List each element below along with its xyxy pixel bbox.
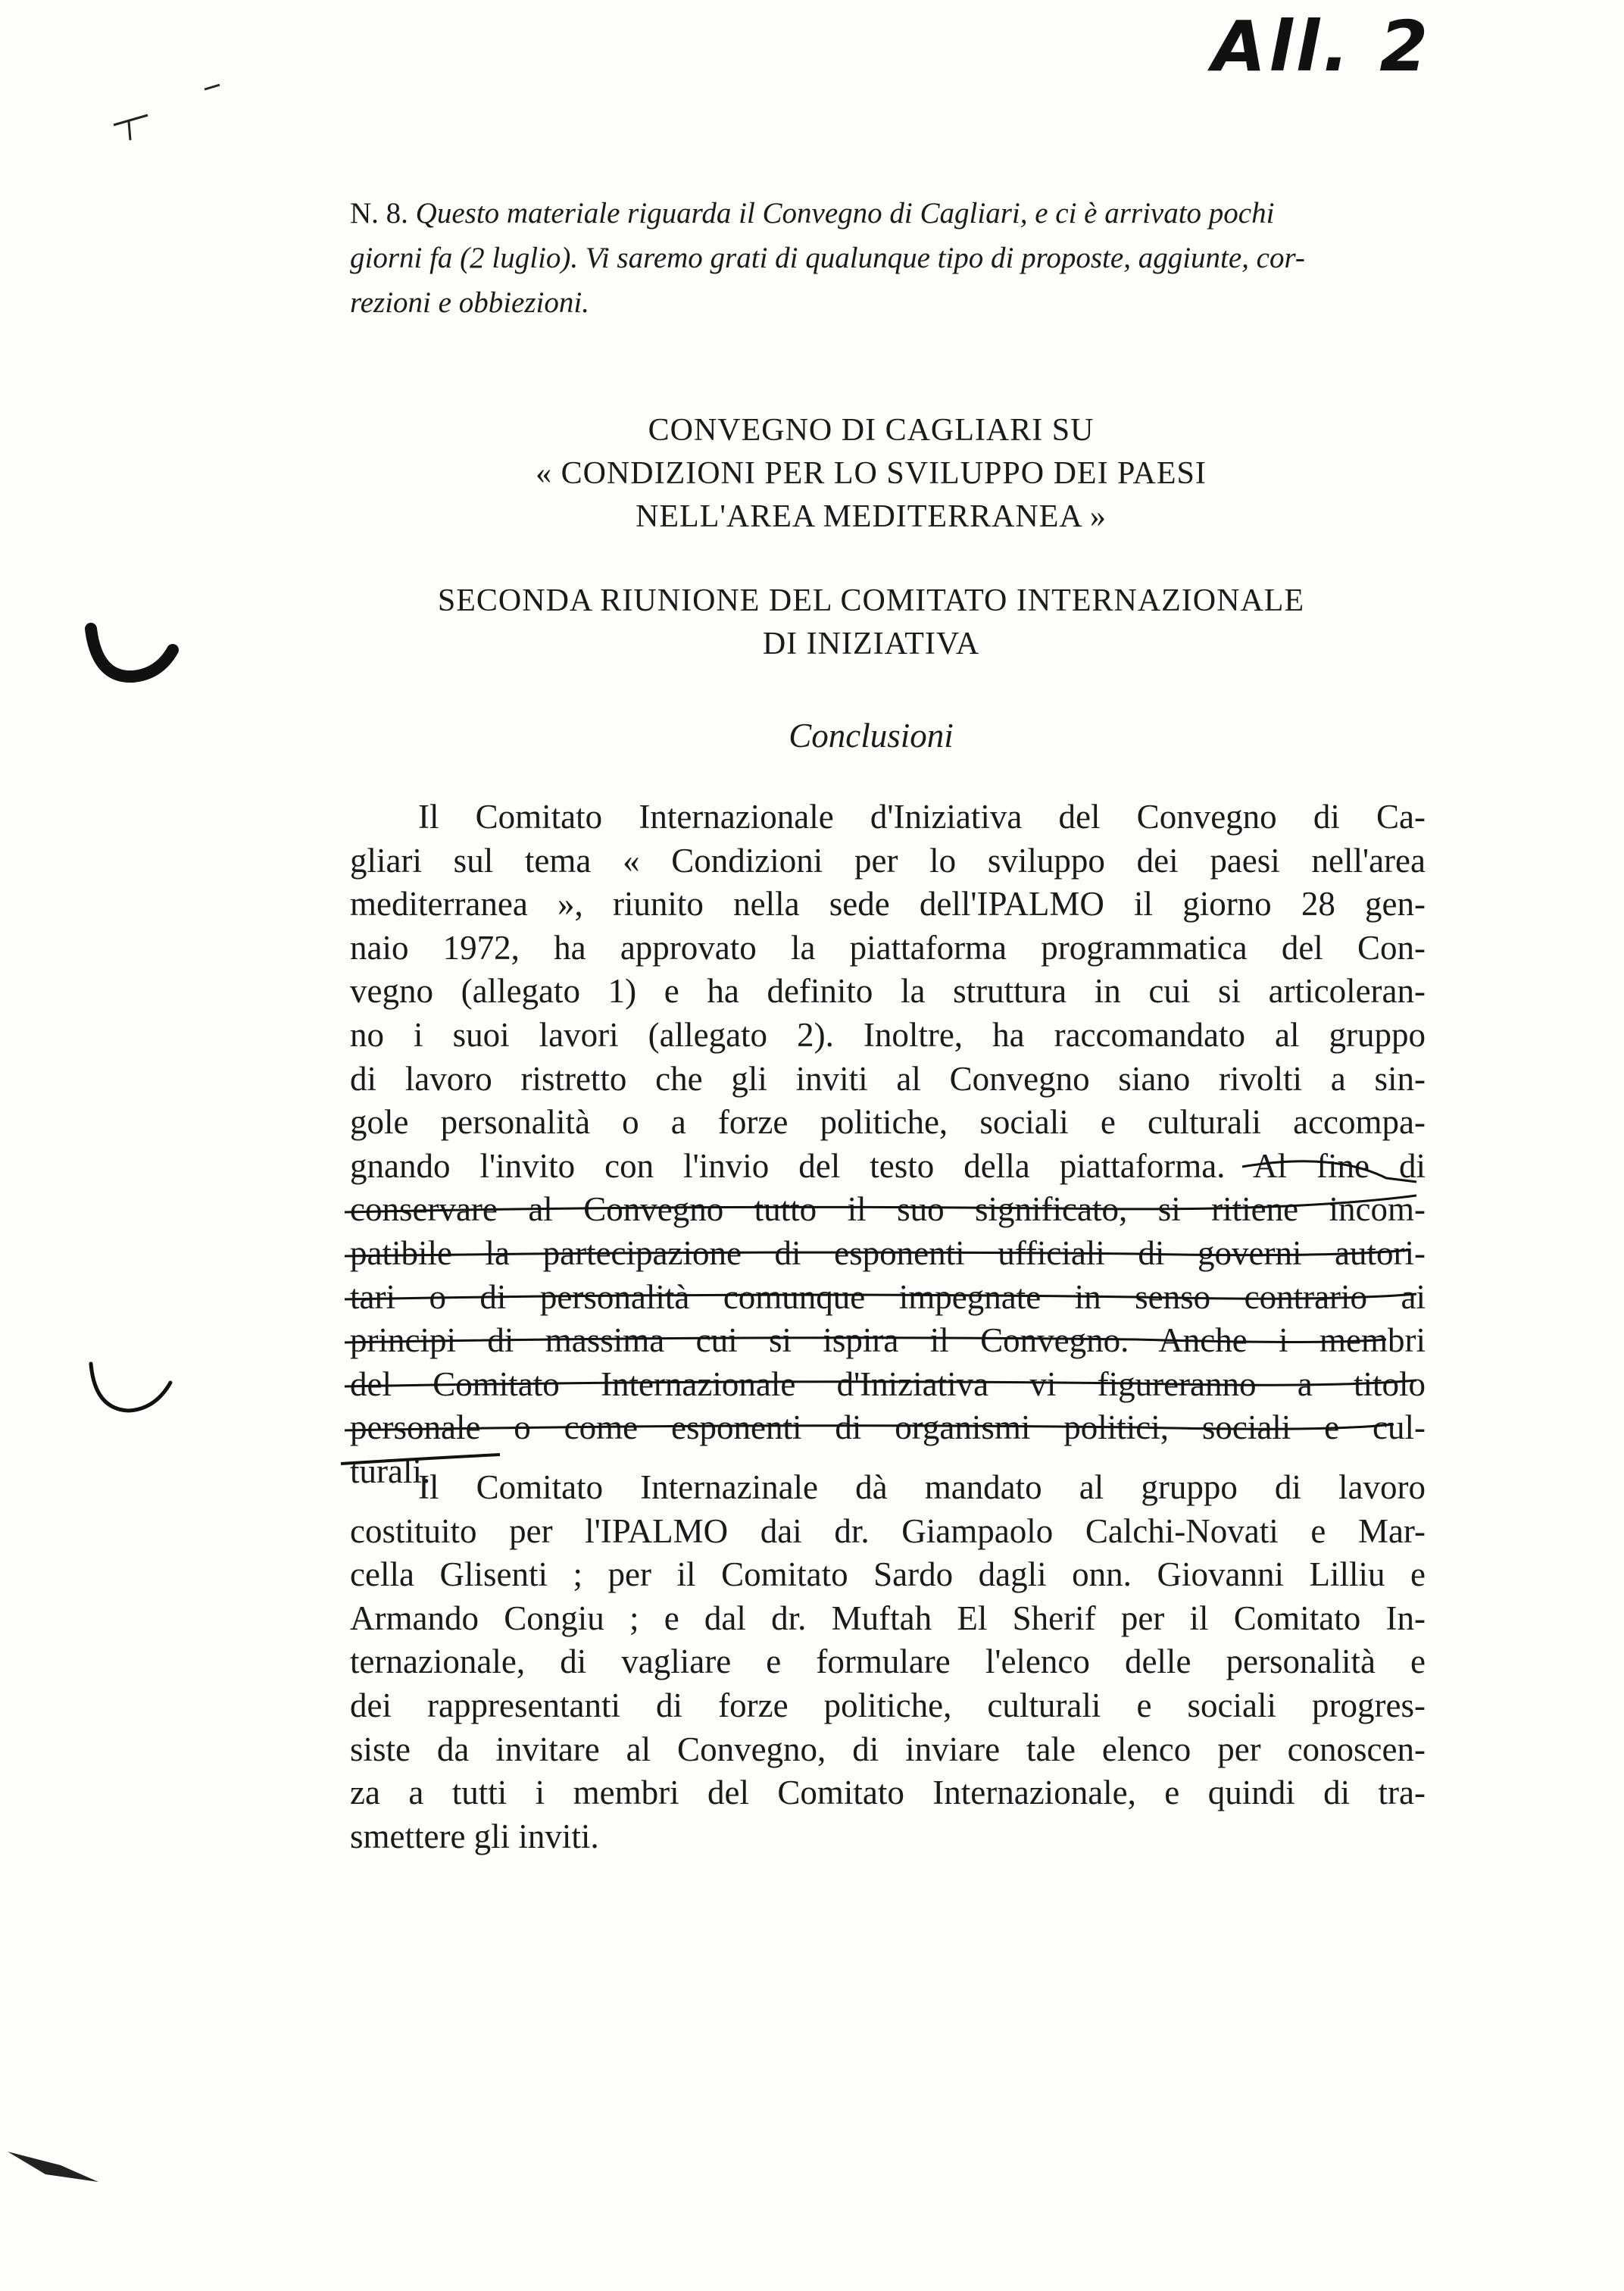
paragraph-line: mediterranea », riunito nella sede dell'IPALMO il giorno 28 gen- [350,885,1426,924]
document-subheading [227,580,1515,666]
subheading-line-1: SECONDA RIUNIONE DEL COMITATO INTERNAZIONALE [437,583,1305,618]
paragraph-line: tari o di personalità comunque impegnate in senso contrario ai [350,1277,1426,1316]
paragraph-line: Armando Congiu ; e dal dr. Muftah El Sherif per il Comitato In- [350,1599,1426,1637]
paragraph-line: patibile la partecipazione di esponenti ufficiali di governi autori- [350,1233,1426,1272]
paragraph-line: gliari sul tema « Condizioni per lo sviluppo dei paesi nell'area [350,841,1426,880]
paragraph-line: conservare al Convegno tutto il suo significato, si ritiene incom- [350,1190,1426,1229]
paragraph-line: smettere gli inviti. [350,1817,599,1855]
subheading-line-2: DI INIZIATIVA [762,627,980,661]
punch-hole-mark-top [91,629,173,677]
paragraph-line: Il Comitato Internazinale dà mandato al gruppo di lavoro [418,1468,1426,1506]
paragraph-line: gole personalità o a forze politiche, sociali e culturali accompa- [350,1103,1426,1142]
paragraph-line: principi di massima cui si ispira il Convegno. Anche i membri [350,1321,1426,1360]
paragraph-line: dei rappresentanti di forze politiche, culturali e sociali progres- [350,1686,1426,1724]
note-line-3: rezioni e obbiezioni. [350,286,589,319]
editor-note [350,191,1410,325]
title-line-2: « CONDIZIONI PER LO SVILUPPO DEI PAESI [536,456,1207,491]
note-number: N. 8. [350,197,408,230]
paragraph-line: personale o come esponenti di organismi politici, sociali e cul- [350,1408,1426,1447]
scribble-mark [114,85,220,140]
title-line-3: NELL'AREA MEDITERRANEA » [636,499,1107,534]
paragraph-conclusions [350,795,1426,1494]
paragraph-line: turali. [350,1452,431,1490]
paragraph-line: di lavoro ristretto che gli inviti al Convegno siano rivolti a sin- [350,1059,1426,1098]
paragraph-line: Il Comitato Internazionale d'Iniziativa del Convegno di Ca- [418,798,1426,836]
smudge-mark [8,2152,98,2182]
paragraph-line: naio 1972, ha approvato la piattaforma programmatica del Con- [350,928,1426,967]
note-line-2: giorni fa (2 luglio). Vi saremo grati di qualunque tipo di proposte, aggiunte, cor- [350,242,1305,274]
note-line-1: Questo materiale riguarda il Convegno di Cagliari, e ci è arrivato pochi [415,197,1275,230]
paragraph-line: del Comitato Internazionale d'Iniziativa vi figureranno a titolo [350,1364,1426,1403]
handwritten-page-mark [1212,6,1500,89]
paragraph-line: gnando l'invito con l'invio del testo della piattaforma. Al fine di [350,1146,1426,1185]
paragraph-line: cella Glisenti ; per il Comitato Sardo dagli onn. Giovanni Lilliu e [350,1555,1426,1594]
paragraph-mandate [350,1466,1426,1858]
paragraph-line: za a tutti i membri del Comitato Internazionale, e quindi di tra- [350,1774,1426,1812]
paragraph-line: costituito per l'IPALMO dai dr. Giampaolo Calchi-Novati e Mar- [350,1511,1426,1550]
punch-hole-mark-bottom [91,1364,170,1411]
paragraph-line: siste da invitare al Convegno, di inviare tale elenco per conoscen- [350,1730,1426,1768]
title-line-1: CONVEGNO DI CAGLIARI SU [648,413,1095,448]
document-title [227,409,1515,539]
paragraph-line: vegno (allegato 1) e ha definito la struttura in cui si articoleran- [350,972,1426,1011]
page-mark-text: All. 2 [1212,6,1432,87]
paragraph-line: no i suoi lavori (allegato 2). Inoltre, ha raccomandato al gruppo [350,1015,1426,1054]
section-title: Conclusioni [789,717,954,755]
paragraph-line: ternazionale, di vagliare e formulare l'elenco delle personalità e [350,1642,1426,1681]
